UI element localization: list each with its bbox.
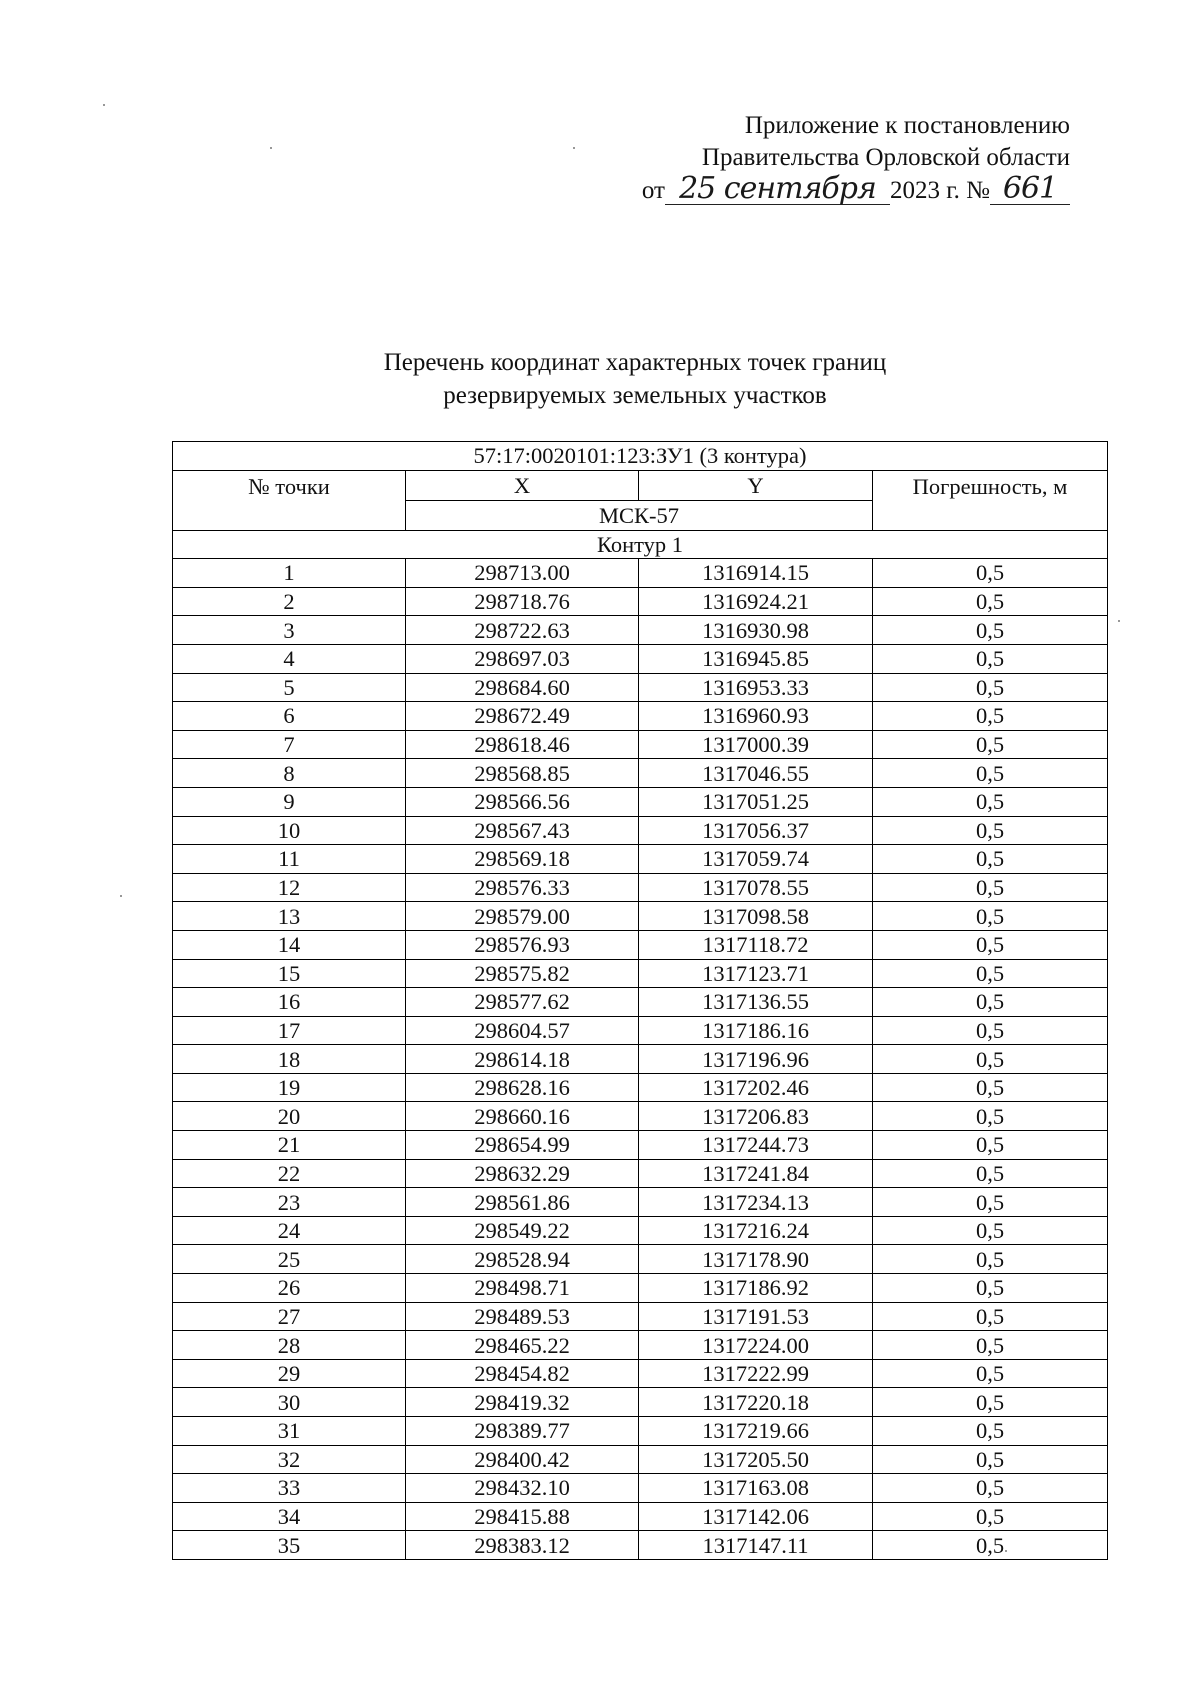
table-row xyxy=(173,930,1108,959)
error-cell: 0,5 xyxy=(873,1388,1108,1417)
x-coordinate-cell: 298577.62 xyxy=(406,988,639,1017)
error-cell: 0,5 xyxy=(873,1417,1108,1446)
error-cell: 0,5 xyxy=(873,1302,1108,1331)
x-coordinate-cell: 298579.00 xyxy=(406,902,639,931)
y-coordinate-cell: 1317202.46 xyxy=(639,1073,873,1102)
table-row xyxy=(173,1417,1108,1446)
table-row xyxy=(173,1216,1108,1245)
point-number-cell: 23 xyxy=(173,1188,406,1217)
error-cell: 0,5 xyxy=(873,644,1108,673)
x-coordinate-cell: 298576.33 xyxy=(406,873,639,902)
title-line-2: резервируемых земельных участков xyxy=(443,382,827,409)
x-coordinate-cell: 298618.46 xyxy=(406,730,639,759)
x-coordinate-cell: 298566.56 xyxy=(406,787,639,816)
x-coordinate-cell: 298660.16 xyxy=(406,1102,639,1131)
point-number-cell: 5 xyxy=(173,673,406,702)
point-number-cell: 32 xyxy=(173,1445,406,1474)
point-number-cell: 25 xyxy=(173,1245,406,1274)
table-row xyxy=(173,1531,1108,1560)
scan-speck xyxy=(1118,620,1120,622)
error-cell: 0,5 xyxy=(873,787,1108,816)
point-number-cell: 24 xyxy=(173,1216,406,1245)
error-cell: 0,5 xyxy=(873,702,1108,731)
point-number-cell: 15 xyxy=(173,959,406,988)
y-coordinate-cell: 1317234.13 xyxy=(639,1188,873,1217)
error-cell: 0,5 xyxy=(873,559,1108,588)
table-row xyxy=(173,902,1108,931)
title-line-1: Перечень координат характерных точек границ xyxy=(383,349,887,376)
point-number-cell: 8 xyxy=(173,759,406,788)
table-row xyxy=(173,1045,1108,1074)
point-number-cell: 12 xyxy=(173,873,406,902)
table-row xyxy=(173,1245,1108,1274)
point-number-cell: 28 xyxy=(173,1331,406,1360)
error-cell: 0,5 xyxy=(873,730,1108,759)
point-number-cell: 26 xyxy=(173,1274,406,1303)
error-cell: 0,5 xyxy=(873,1359,1108,1388)
point-number-cell: 22 xyxy=(173,1159,406,1188)
y-coordinate-cell: 1317147.11 xyxy=(639,1531,873,1560)
x-coordinate-cell: 298604.57 xyxy=(406,1016,639,1045)
y-coordinate-cell: 1317205.50 xyxy=(639,1445,873,1474)
point-number-cell: 6 xyxy=(173,702,406,731)
y-coordinate-cell: 1317056.37 xyxy=(639,816,873,845)
coordinates-table xyxy=(172,441,1108,1560)
error-cell: 0,5 xyxy=(873,959,1108,988)
x-coordinate-cell: 298489.53 xyxy=(406,1302,639,1331)
y-coordinate-cell: 1317178.90 xyxy=(639,1245,873,1274)
coordinate-system-header: МСК-57 xyxy=(406,500,873,530)
x-coordinate-cell: 298419.32 xyxy=(406,1388,639,1417)
x-coordinate-cell: 298672.49 xyxy=(406,702,639,731)
point-number-cell: 33 xyxy=(173,1474,406,1503)
table-row xyxy=(173,1073,1108,1102)
table-row xyxy=(173,616,1108,645)
x-coordinate-cell: 298561.86 xyxy=(406,1188,639,1217)
table-row xyxy=(173,1131,1108,1160)
handwritten-date: 25 сентября xyxy=(665,174,890,205)
parcel-number-header: 57:17:0020101:123:ЗУ1 (3 контура) xyxy=(173,442,1108,471)
y-coordinate-cell: 1317051.25 xyxy=(639,787,873,816)
point-number-cell: 21 xyxy=(173,1131,406,1160)
table-row xyxy=(173,1331,1108,1360)
table-row xyxy=(173,988,1108,1017)
error-cell: 0,5 xyxy=(873,1073,1108,1102)
x-coordinate-cell: 298567.43 xyxy=(406,816,639,845)
y-coordinate-cell: 1316945.85 xyxy=(639,644,873,673)
error-cell: 0,5 xyxy=(873,1274,1108,1303)
handwritten-number: 661 xyxy=(990,174,1070,205)
table-row xyxy=(173,873,1108,902)
x-coordinate-cell: 298614.18 xyxy=(406,1045,639,1074)
point-number-header: № точки xyxy=(173,470,406,530)
y-coordinate-cell: 1317078.55 xyxy=(639,873,873,902)
point-number-cell: 1 xyxy=(173,559,406,588)
table-row xyxy=(173,559,1108,588)
x-coordinate-cell: 298654.99 xyxy=(406,1131,639,1160)
x-coordinate-cell: 298628.16 xyxy=(406,1073,639,1102)
table-row xyxy=(173,1445,1108,1474)
table-row xyxy=(173,759,1108,788)
point-number-cell: 34 xyxy=(173,1502,406,1531)
error-cell: 0,5 xyxy=(873,1474,1108,1503)
scan-speck xyxy=(270,147,272,149)
table-row xyxy=(173,959,1108,988)
error-cell: 0,5 xyxy=(873,1445,1108,1474)
point-number-cell: 18 xyxy=(173,1045,406,1074)
x-coordinate-cell: 298528.94 xyxy=(406,1245,639,1274)
error-cell: 0,5 xyxy=(873,902,1108,931)
y-coordinate-cell: 1317123.71 xyxy=(639,959,873,988)
x-coordinate-cell: 298632.29 xyxy=(406,1159,639,1188)
y-coordinate-cell: 1317196.96 xyxy=(639,1045,873,1074)
error-cell: 0,5 xyxy=(873,759,1108,788)
table-row xyxy=(173,1188,1108,1217)
point-number-cell: 19 xyxy=(173,1073,406,1102)
error-cell: 0,5 xyxy=(873,1216,1108,1245)
x-coordinate-cell: 298383.12 xyxy=(406,1531,639,1560)
error-cell: 0,5 xyxy=(873,1159,1108,1188)
contour-header: Контур 1 xyxy=(173,530,1108,559)
y-coordinate-cell: 1317059.74 xyxy=(639,845,873,874)
appendix-header xyxy=(630,110,1070,207)
scan-speck xyxy=(573,147,575,149)
document-title xyxy=(260,346,1010,412)
table-row xyxy=(173,1474,1108,1503)
error-cell: 0,5 xyxy=(873,616,1108,645)
y-coordinate-cell: 1317191.53 xyxy=(639,1302,873,1331)
point-number-cell: 20 xyxy=(173,1102,406,1131)
point-number-cell: 11 xyxy=(173,845,406,874)
table-row xyxy=(173,1102,1108,1131)
point-number-cell: 10 xyxy=(173,816,406,845)
y-coordinate-cell: 1317222.99 xyxy=(639,1359,873,1388)
table-row xyxy=(173,787,1108,816)
y-coordinate-cell: 1316960.93 xyxy=(639,702,873,731)
point-number-cell: 31 xyxy=(173,1417,406,1446)
error-cell: 0,5 xyxy=(873,1102,1108,1131)
y-column-header: Y xyxy=(639,470,873,500)
y-coordinate-cell: 1317206.83 xyxy=(639,1102,873,1131)
x-coordinate-cell: 298575.82 xyxy=(406,959,639,988)
scan-speck xyxy=(1005,1550,1007,1552)
scan-speck xyxy=(103,104,105,106)
point-number-cell: 27 xyxy=(173,1302,406,1331)
error-cell: 0,5 xyxy=(873,673,1108,702)
scan-speck xyxy=(120,895,122,897)
table-row xyxy=(173,644,1108,673)
point-number-cell: 2 xyxy=(173,587,406,616)
x-coordinate-cell: 298684.60 xyxy=(406,673,639,702)
table-row xyxy=(173,816,1108,845)
table-row xyxy=(173,1388,1108,1417)
error-cell: 0,5 xyxy=(873,1188,1108,1217)
y-coordinate-cell: 1317219.66 xyxy=(639,1417,873,1446)
error-cell: 0,5 xyxy=(873,1331,1108,1360)
point-number-cell: 3 xyxy=(173,616,406,645)
appendix-date-line xyxy=(630,171,1070,207)
y-coordinate-cell: 1317163.08 xyxy=(639,1474,873,1503)
error-cell: 0,5 xyxy=(873,1502,1108,1531)
point-number-cell: 7 xyxy=(173,730,406,759)
x-coordinate-cell: 298568.85 xyxy=(406,759,639,788)
error-cell: 0,5 xyxy=(873,845,1108,874)
x-coordinate-cell: 298713.00 xyxy=(406,559,639,588)
error-cell: 0,5 xyxy=(873,1016,1108,1045)
y-coordinate-cell: 1317000.39 xyxy=(639,730,873,759)
table-row xyxy=(173,673,1108,702)
x-coordinate-cell: 298465.22 xyxy=(406,1331,639,1360)
error-cell: 0,5 xyxy=(873,587,1108,616)
point-number-cell: 17 xyxy=(173,1016,406,1045)
table-row xyxy=(173,587,1108,616)
coordinates-body xyxy=(173,559,1108,1560)
x-coordinate-cell: 298454.82 xyxy=(406,1359,639,1388)
y-coordinate-cell: 1317244.73 xyxy=(639,1131,873,1160)
y-coordinate-cell: 1317186.16 xyxy=(639,1016,873,1045)
date-prefix: от xyxy=(641,177,665,204)
x-coordinate-cell: 298415.88 xyxy=(406,1502,639,1531)
y-coordinate-cell: 1317216.24 xyxy=(639,1216,873,1245)
x-coordinate-cell: 298718.76 xyxy=(406,587,639,616)
y-coordinate-cell: 1316953.33 xyxy=(639,673,873,702)
table-row xyxy=(173,1359,1108,1388)
x-coordinate-cell: 298697.03 xyxy=(406,644,639,673)
y-coordinate-cell: 1316914.15 xyxy=(639,559,873,588)
error-column-header: Погрешность, м xyxy=(873,470,1108,530)
point-number-cell: 9 xyxy=(173,787,406,816)
x-coordinate-cell: 298432.10 xyxy=(406,1474,639,1503)
y-coordinate-cell: 1317224.00 xyxy=(639,1331,873,1360)
error-cell: 0,5 xyxy=(873,1531,1108,1560)
table-row xyxy=(173,1016,1108,1045)
y-coordinate-cell: 1316930.98 xyxy=(639,616,873,645)
x-coordinate-cell: 298498.71 xyxy=(406,1274,639,1303)
point-number-cell: 29 xyxy=(173,1359,406,1388)
year-number-label: 2023 г. № xyxy=(889,177,990,204)
x-coordinate-cell: 298549.22 xyxy=(406,1216,639,1245)
table-row xyxy=(173,1502,1108,1531)
x-coordinate-cell: 298722.63 xyxy=(406,616,639,645)
error-cell: 0,5 xyxy=(873,1245,1108,1274)
table-row xyxy=(173,1159,1108,1188)
y-coordinate-cell: 1317186.92 xyxy=(639,1274,873,1303)
table-row xyxy=(173,845,1108,874)
y-coordinate-cell: 1317142.06 xyxy=(639,1502,873,1531)
point-number-cell: 4 xyxy=(173,644,406,673)
table-row xyxy=(173,1302,1108,1331)
y-coordinate-cell: 1316924.21 xyxy=(639,587,873,616)
point-number-cell: 16 xyxy=(173,988,406,1017)
table-row xyxy=(173,1274,1108,1303)
table-row xyxy=(173,730,1108,759)
y-coordinate-cell: 1317136.55 xyxy=(639,988,873,1017)
y-coordinate-cell: 1317098.58 xyxy=(639,902,873,931)
point-number-cell: 13 xyxy=(173,902,406,931)
x-coordinate-cell: 298400.42 xyxy=(406,1445,639,1474)
table-row xyxy=(173,702,1108,731)
x-coordinate-cell: 298576.93 xyxy=(406,930,639,959)
error-cell: 0,5 xyxy=(873,816,1108,845)
x-coordinate-cell: 298569.18 xyxy=(406,845,639,874)
y-coordinate-cell: 1317046.55 xyxy=(639,759,873,788)
appendix-line-2: Правительства Орловской области xyxy=(701,144,1070,171)
point-number-cell: 30 xyxy=(173,1388,406,1417)
y-coordinate-cell: 1317220.18 xyxy=(639,1388,873,1417)
x-column-header: X xyxy=(406,470,639,500)
error-cell: 0,5 xyxy=(873,1131,1108,1160)
error-cell: 0,5 xyxy=(873,930,1108,959)
x-coordinate-cell: 298389.77 xyxy=(406,1417,639,1446)
error-cell: 0,5 xyxy=(873,988,1108,1017)
point-number-cell: 35 xyxy=(173,1531,406,1560)
point-number-cell: 14 xyxy=(173,930,406,959)
y-coordinate-cell: 1317118.72 xyxy=(639,930,873,959)
error-cell: 0,5 xyxy=(873,1045,1108,1074)
y-coordinate-cell: 1317241.84 xyxy=(639,1159,873,1188)
appendix-line-1: Приложение к постановлению xyxy=(744,112,1070,139)
error-cell: 0,5 xyxy=(873,873,1108,902)
